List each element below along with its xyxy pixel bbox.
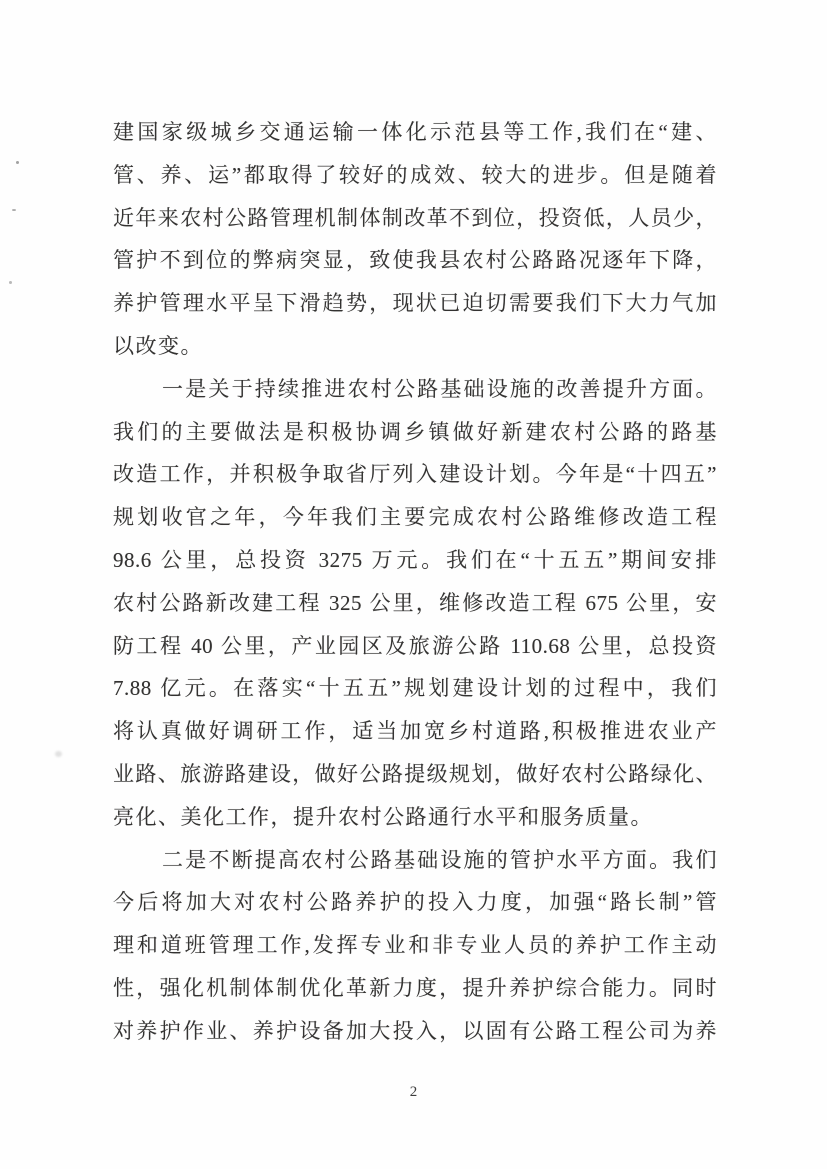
text-line: 农村公路新改建工程 325 公里，维修改造工程 675 公里，安 — [113, 590, 717, 615]
text-line: 建国家级城乡交通运输一体化示范县等工作,我们在“建、 — [113, 120, 717, 144]
text-line paragraph-end: 以改变。 — [113, 333, 203, 358]
text-line paragraph-end: 亮化、美化工作，提升农村公路通行水平和服务质量。 — [113, 804, 653, 829]
text-line: 业路、旅游路建设，做好公路提级规划，做好农村公路绿化、 — [113, 761, 717, 786]
page-number: 2 — [409, 1084, 418, 1100]
text-line: 我们的主要做法是积极协调乡镇做好新建农村公路的路基 — [113, 419, 717, 444]
scan-speck — [12, 209, 16, 211]
text-line paragraph-start: 二是不断提高农村公路基础设施的管护水平方面。我们 — [162, 847, 717, 872]
text-line: 管、养、运”都取得了较好的成效、较大的进步。但是随着 — [113, 162, 717, 187]
text-line paragraph-start: 一是关于持续推进农村公路基础设施的改善提升方面。 — [162, 376, 717, 401]
text-line: 性，强化机制体制优化革新力度，提升养护综合能力。同时 — [113, 975, 717, 1000]
text-line: 近年来农村公路管理机制体制改革不到位，投资低，人员少， — [113, 205, 717, 230]
text-line: 对养护作业、养护设备加大投入，以固有公路工程公司为养 — [113, 1018, 717, 1043]
text-line: 98.6 公里，总投资 3275 万元。我们在“十五五”期间安排 — [113, 547, 717, 572]
document-body — [113, 111, 717, 1053]
scan-speck — [9, 281, 12, 284]
scan-speck — [16, 161, 19, 164]
text-line: 规划收官之年，今年我们主要完成农村公路维修改造工程 — [113, 505, 717, 530]
text-line: 管护不到位的弊病突显，致使我县农村公路路况逐年下降， — [113, 248, 717, 273]
text-line: 改造工作，并积极争取省厅列入建设计划。今年是“十四五” — [113, 462, 717, 487]
text-line: 理和道班管理工作,发挥专业和非专业人员的养护工作主动 — [113, 933, 717, 958]
text-line: 养护管理水平呈下滑趋势，现状已迫切需要我们下大力气加 — [113, 291, 717, 316]
text-line: 防工程 40 公里，产业园区及旅游公路 110.68 公里，总投资 — [113, 633, 717, 658]
text-line: 今后将加大对农村公路养护的投入力度，加强“路长制”管 — [113, 890, 717, 915]
scan-speck — [55, 751, 62, 757]
text-line: 将认真做好调研工作，适当加宽乡村道路,积极推进农业产 — [113, 719, 717, 744]
text-line: 7.88 亿元。在落实“十五五”规划建设计划的过程中，我们 — [113, 676, 717, 701]
